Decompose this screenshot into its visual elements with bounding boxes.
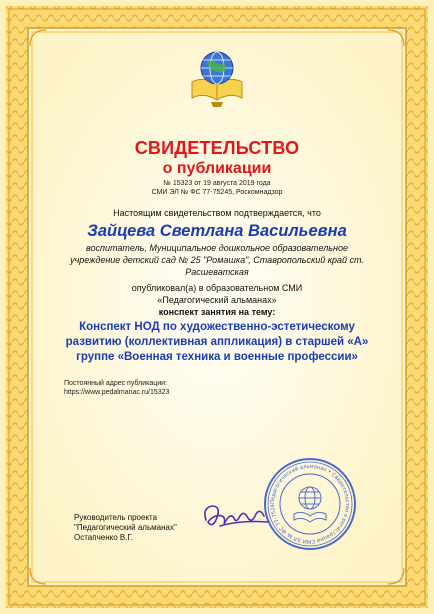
signer-name: Остапченко В.Г. xyxy=(74,533,134,542)
publication-url[interactable]: https://www.pedalmanac.ru/15323 xyxy=(64,389,170,396)
published-text: опубликовал(а) в образовательном СМИ xyxy=(131,283,303,293)
official-seal xyxy=(262,456,358,552)
registration-info xyxy=(40,179,394,197)
certificate-title: СВИДЕТЕЛЬСТВО xyxy=(134,138,300,158)
publication-topic: Конспект НОД по художественно-эстетическому развитию (коллективная аппликация) в старшей «А» группе «Военная техника и военные профессии» xyxy=(65,321,369,363)
author-position: воспитатель, Муниципальное дошкольное образовательное учреждение детский сад № 25 "Ромашка", Ставропольский край ст. Расшеватская xyxy=(70,243,364,277)
topic-label: конспект занятия на тему: xyxy=(158,307,276,317)
certificate-subtitle: о публикации xyxy=(162,160,272,177)
address-label: Постоянный адрес публикации: xyxy=(64,380,168,387)
seal-ring-text: Педагогический альманах • Свидетельство о регистрации СМИ ЭЛ № ФС 77-7524 xyxy=(269,463,351,545)
journal-name: «Педагогический альманах» xyxy=(157,295,277,305)
confirmation-text: Настоящим свидетельством подтверждается, что xyxy=(113,208,321,218)
signer-project: "Педагогический альманах" xyxy=(74,523,177,532)
author-name: Зайцева Светлана Васильевна xyxy=(87,222,347,240)
svg-text:Педагогический альманах • Свид xyxy=(262,456,350,544)
registration-number: № 15323 от 19 августа 2019 года xyxy=(163,180,271,187)
signer-title: Руководитель проекта xyxy=(74,513,158,522)
media-license: СМИ ЭЛ № ФС 77-75245, Роскомнадзор xyxy=(151,189,283,196)
